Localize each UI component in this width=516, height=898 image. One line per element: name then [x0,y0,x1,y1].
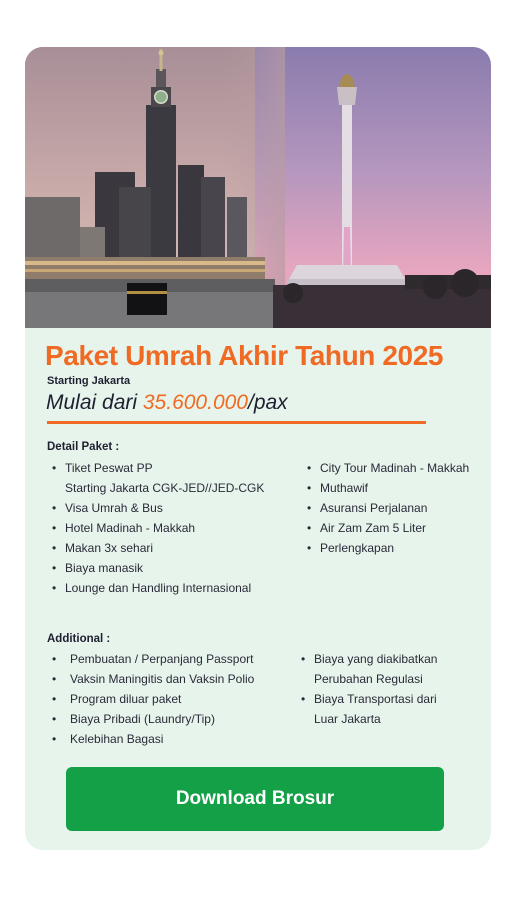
list-item-text: Makan 3x sehari [65,541,154,555]
detail-heading: Detail Paket : [47,441,120,453]
bullet-icon: • [307,541,312,555]
bullet-icon: • [52,541,57,555]
list-item-text: Asuransi Perjalanan [320,501,428,515]
bullet-icon: • [52,581,57,595]
bullet-icon: • [52,652,57,666]
list-item-text: Biaya Pribadi (Laundry/Tip) [70,712,215,726]
price-line [46,391,288,415]
price-amount: 35.600.000 [142,391,248,414]
list-item-text: Hotel Madinah - Makkah [65,521,196,535]
list-item-text: City Tour Madinah - Makkah [320,461,470,475]
list-item-text: Luar Jakarta [314,712,381,726]
package-title: Paket Umrah Akhir Tahun 2025 [45,340,444,371]
bullet-icon: • [52,732,57,746]
bullet-icon: • [52,672,57,686]
list-item-text: Muthawif [320,481,369,495]
list-item-text: Vaksin Maningitis dan Vaksin Polio [70,672,255,686]
list-item-text: Biaya Transportasi dari [314,692,437,706]
list-item-text: Starting Jakarta CGK-JED//JED-CGK [65,481,265,495]
bullet-icon: • [52,501,57,515]
bullet-icon: • [301,652,306,666]
bullet-icon: • [307,461,312,475]
bullet-icon: • [52,521,57,535]
departure-city: Starting Jakarta [47,375,131,387]
bullet-icon: • [307,481,312,495]
bullet-icon: • [307,521,312,535]
bullet-icon: • [52,712,57,726]
list-item-text: Pembuatan / Perpanjang Passport [70,652,254,666]
bullet-icon: • [52,461,57,475]
bullet-icon: • [52,692,57,706]
bullet-icon: • [307,501,312,515]
list-item-text: Air Zam Zam 5 Liter [320,521,427,535]
list-item-text: Tiket Peswat PP [65,461,153,475]
list-item-text: Perlengkapan [320,541,395,555]
hero-image [25,47,491,328]
download-brochure-button[interactable]: Download Brosur [66,767,444,831]
list-item-text: Kelebihan Bagasi [70,732,164,746]
bullet-icon: • [52,561,57,575]
price-suffix: /pax [247,391,288,414]
bullet-icon: • [301,692,306,706]
list-item-text: Lounge dan Handling Internasional [65,581,252,595]
list-item-text: Biaya yang diakibatkan [314,652,438,666]
list-item-text: Program diluar paket [70,692,182,706]
price-prefix: Mulai dari [46,391,143,414]
package-card [25,47,491,850]
list-item-text: Visa Umrah & Bus [65,501,163,515]
list-item-text: Biaya manasik [65,561,144,575]
additional-heading: Additional : [47,633,111,645]
list-item-text: Perubahan Regulasi [314,672,423,686]
price-divider [47,421,426,424]
kaaba-icon [127,283,167,315]
